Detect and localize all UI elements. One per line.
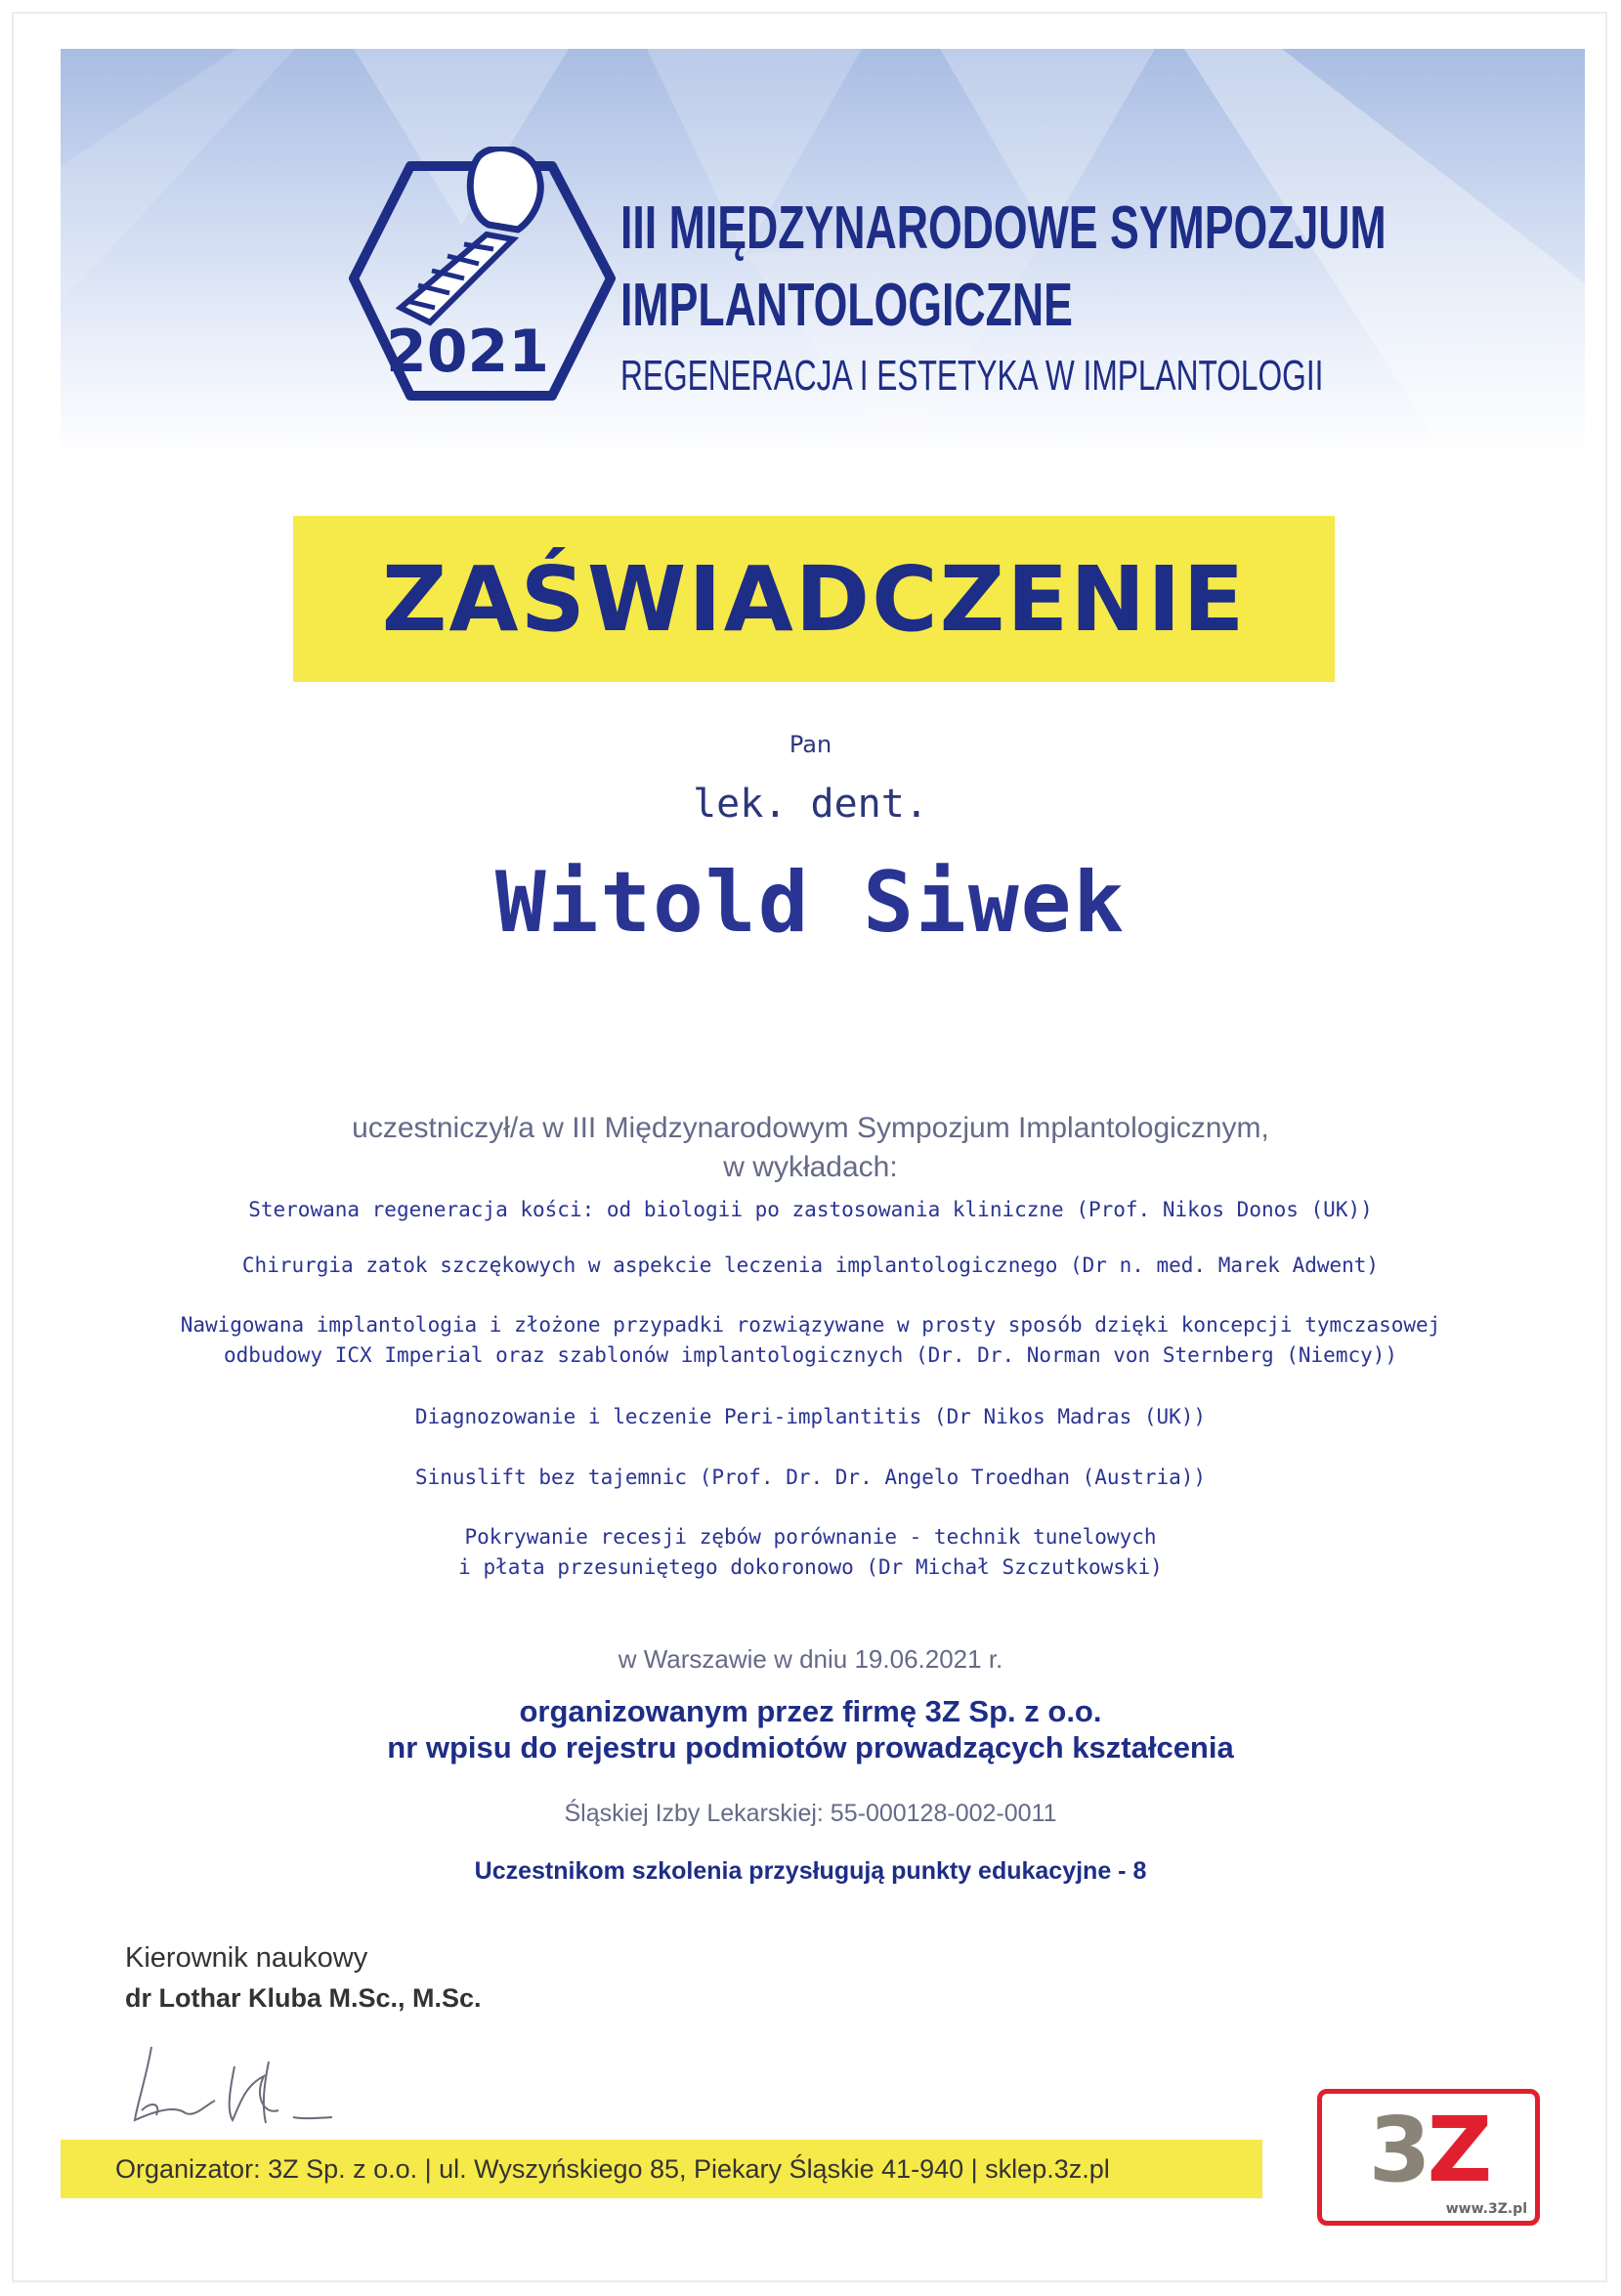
symposium-title-line2: IMPLANTOLOGICZNE	[620, 272, 1073, 339]
certificate-title: ZAŚWIADCZENIE	[381, 546, 1247, 652]
brand-3z-logo	[1317, 2089, 1540, 2226]
lecture-item: Sterowana regeneracja kości: od biologii po zastosowania kliniczne (Prof. Nikos Donos (UK))	[248, 1198, 1373, 1221]
organizer-line2: nr wpisu do rejestru podmiotów prowadzących kształcenia	[387, 1730, 1234, 1765]
scientific-lead-name: dr Lothar Kluba M.Sc., M.Sc.	[125, 1983, 482, 2013]
brand-3z-mark: 3Z	[1368, 2098, 1489, 2202]
education-points: Uczestnikom szkolenia przysługują punkty edukacyjne - 8	[474, 1857, 1147, 1885]
organizer-line1: organizowanym przez firmę 3Z Sp. z o.o.	[519, 1694, 1102, 1728]
signature-icon	[117, 2008, 371, 2135]
participation-text: uczestniczył/a w III Międzynarodowym Sympozjum Implantologicznym,	[352, 1112, 1269, 1144]
lecture-item: Pokrywanie recesji zębów porównanie - technik tunelowych	[464, 1525, 1157, 1549]
recipient-degree: lek. dent.	[693, 782, 928, 827]
logo-year: 2021	[386, 318, 549, 386]
footer-organizer: Organizator: 3Z Sp. z o.o. | ul. Wyszyńskiego 85, Piekary Śląskie 41-940 | sklep.3z.pl	[115, 2153, 1110, 2184]
lecture-item: Diagnozowanie i leczenie Peri-implantitis (Dr Nikos Madras (UK))	[414, 1405, 1207, 1428]
certificate-banner	[293, 516, 1335, 682]
lecture-item: Chirurgia zatok szczękowych w aspekcie leczenia implantologicznego (Dr n. med. Marek Adwent)	[241, 1254, 1380, 1277]
symposium-title-line1: III MIĘDZYNARODOWE SYMPOZJUM	[620, 194, 1386, 262]
recipient-name: Witold Siwek	[494, 854, 1127, 952]
registry-number: Śląskiej Izby Lekarskiej: 55-000128-002-0011	[564, 1800, 1057, 1827]
recipient-salutation: Pan	[789, 731, 832, 758]
lecture-item: odbudowy ICX Imperial oraz szablonów implantologicznych (Dr. Dr. Norman von Sternberg (Niemcy))	[223, 1343, 1398, 1367]
lecture-item: Sinuslift bez tajemnic (Prof. Dr. Dr. Angelo Troedhan (Austria))	[414, 1466, 1207, 1489]
lecture-item: Nawigowana implantologia i złożone przypadki rozwiązywane w prosty sposób dzięki koncepcji tymczasowej	[180, 1313, 1441, 1337]
place-date: w Warszawie w dniu 19.06.2021 r.	[618, 1644, 1003, 1674]
footer-bar	[61, 2140, 1262, 2198]
scientific-lead-role: Kierownik naukowy	[125, 1942, 368, 1974]
symposium-subtitle: REGENERACJA I ESTETYKA W IMPLANTOLOGII	[620, 352, 1324, 400]
brand-3z-url: www.3Z.pl	[1445, 2201, 1527, 2217]
lectures-heading: w wykładach:	[723, 1151, 898, 1183]
lecture-item: i płata przesuniętego dokoronowo (Dr Michał Szczutkowski)	[458, 1555, 1163, 1579]
